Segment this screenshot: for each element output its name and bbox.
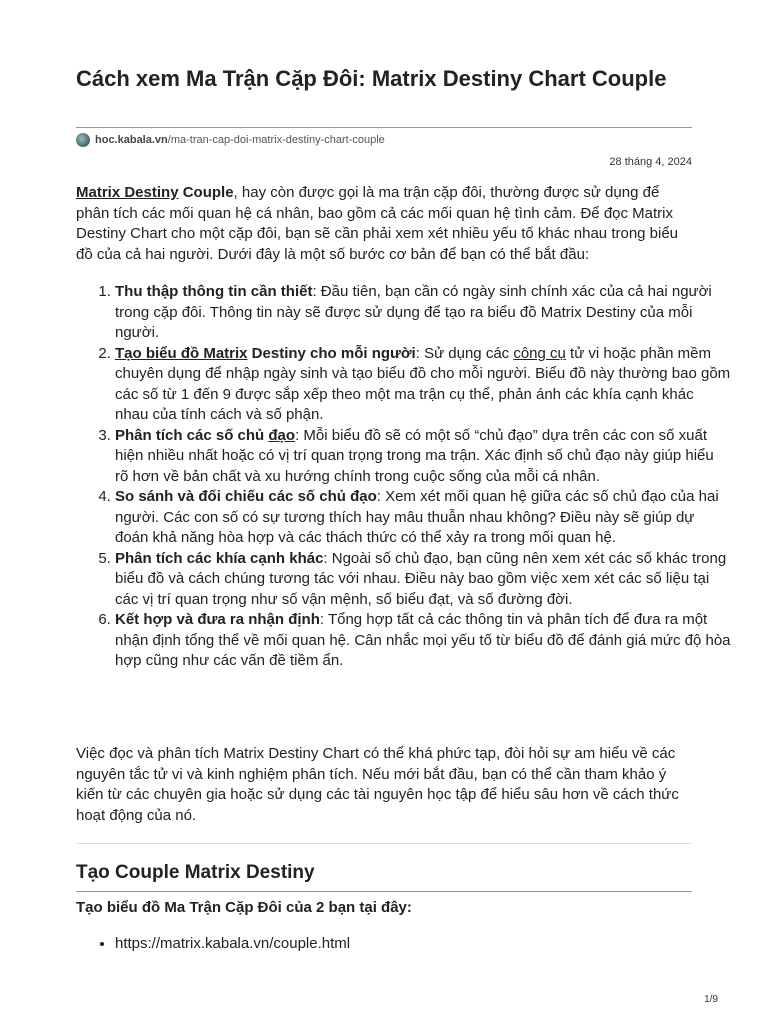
list-item	[115, 282, 731, 344]
cong-cu-link[interactable]: công cụ	[513, 344, 566, 362]
step-text: : Tổng hợp tất cả các thông tin và phân tích để đưa ra một nhận định tổng thể về mối quan hệ. Cân nhắc mọi yếu tố từ biểu đồ để đánh giá mức độ hòa hợp cũng như các vấn đề tiềm ẩn.	[115, 611, 731, 669]
conclusion-paragraph: Việc đọc và phân tích Matrix Destiny Chart có thể khá phức tạp, đòi hỏi sự am hiểu về các nguyên tắc tử vi và kinh nghiệm phân tích. Nếu mới bắt đầu, bạn có thể cần tham khảo ý kiến từ các chuyên gia hoặc sử dụng các tài nguyên học tập để hiểu sâu hơn về cách thức hoạt động của nó.	[76, 745, 679, 824]
step-text: : Sử dụng các	[415, 344, 514, 362]
step-text: tử vi hoặc phần mềm chuyên dụng để nhập ngày sinh và tạo biểu đồ cho mỗi người. Biểu đồ này thường bao gồm các số từ 1 đến 9 được sắp xếp theo một ma trận cụ thể, phản ánh các khía cạnh khác nhau của tính cách và số phận.	[115, 344, 731, 423]
title-divider	[76, 127, 692, 128]
step-title: Destiny cho mỗi người	[247, 344, 416, 362]
intro-link-matrix-destiny[interactable]: Matrix Destiny	[76, 184, 179, 201]
step-title-link[interactable]: Tạo biểu đồ Matrix	[115, 344, 248, 362]
list-item	[115, 934, 350, 954]
section-subheading: Tạo biểu đồ Ma Trận Cặp Đôi của 2 bạn tại đây:	[76, 899, 412, 916]
list-item	[115, 344, 731, 426]
list-item	[115, 549, 731, 611]
page-number: 1/9	[704, 994, 718, 1005]
heading-divider	[76, 891, 692, 892]
source-domain[interactable]: hoc.kabala.vn	[95, 134, 168, 146]
intro-text: , hay còn được gọi là ma trận cặp đôi, thường được sử dụng để phân tích các mối quan hệ cá nhân, bao gồm cả các mối quan hệ tình cảm. Để đọc Matrix Destiny Chart cho một cặp đôi, bạn sẽ cần phải xem xét nhiều yếu tố khác nhau trong biểu đồ của cả hai người. Dưới đây là một số bước cơ bản để bạn có thể bắt đầu:	[76, 184, 679, 263]
section-divider	[76, 843, 692, 844]
intro-paragraph	[76, 183, 692, 265]
links-list	[76, 934, 350, 954]
step-title: Kết hợp và đưa ra nhận định	[115, 611, 320, 628]
list-item	[115, 610, 731, 672]
list-item	[115, 487, 731, 549]
couple-link[interactable]: https://matrix.kabala.vn/couple.html	[115, 935, 351, 952]
step-text: : Mỗi biểu đồ sẽ có một số “chủ đạo” dựa trên các con số xuất hiện nhiều nhất hoặc có vị trí quan trọng trong ma trận. Xác định số chủ đạo này giúp hiểu rõ hơn về bản chất và xu hướng chính trong cuộc sống của mỗi cá nhân.	[115, 426, 714, 485]
list-item	[115, 426, 731, 488]
source-line[interactable]	[76, 133, 385, 147]
step-text: : Xem xét mối quan hệ giữa các số chủ đạo của hai người. Các con số có sự tương thích hay mâu thuẫn nhau không? Điều này sẽ giúp dự đoán khả năng hòa hợp và các thách thức có thể xảy ra trong mối quan hệ.	[115, 488, 719, 546]
steps-list	[76, 282, 731, 672]
step-text: : Ngoài số chủ đạo, bạn cũng nên xem xét các số khác trong biểu đồ và cách chúng tương tác với nhau. Điều này bao gồm việc xem xét các số liệu tại các vị trí quan trọng như số vận mệnh, số biểu đạt, và số đường đời.	[115, 549, 727, 608]
page-title: Cách xem Ma Trận Cặp Đôi: Matrix Destiny Chart Couple	[76, 66, 667, 91]
section-heading: Tạo Couple Matrix Destiny	[76, 862, 315, 883]
intro-bold-couple: Couple	[178, 184, 234, 201]
step-title: Phân tích các khía cạnh khác	[115, 549, 324, 567]
publish-date: 28 tháng 4, 2024	[609, 156, 692, 168]
step-text: : Đầu tiên, bạn cần có ngày sinh chính xác của cả hai người trong cặp đôi. Thông tin này sẽ được sử dụng để tạo ra biểu đồ Matrix Destiny của mỗi người.	[115, 283, 712, 341]
step-title: So sánh và đối chiếu các số chủ đạo	[115, 488, 377, 505]
step-title: Phân tích các số chủ	[115, 426, 269, 444]
step-title-link[interactable]: đạo	[268, 426, 296, 444]
site-favicon-icon	[76, 133, 90, 147]
source-path[interactable]: /ma-tran-cap-doi-matrix-destiny-chart-couple	[167, 134, 385, 146]
step-title: Thu thập thông tin cần thiết	[115, 283, 313, 300]
